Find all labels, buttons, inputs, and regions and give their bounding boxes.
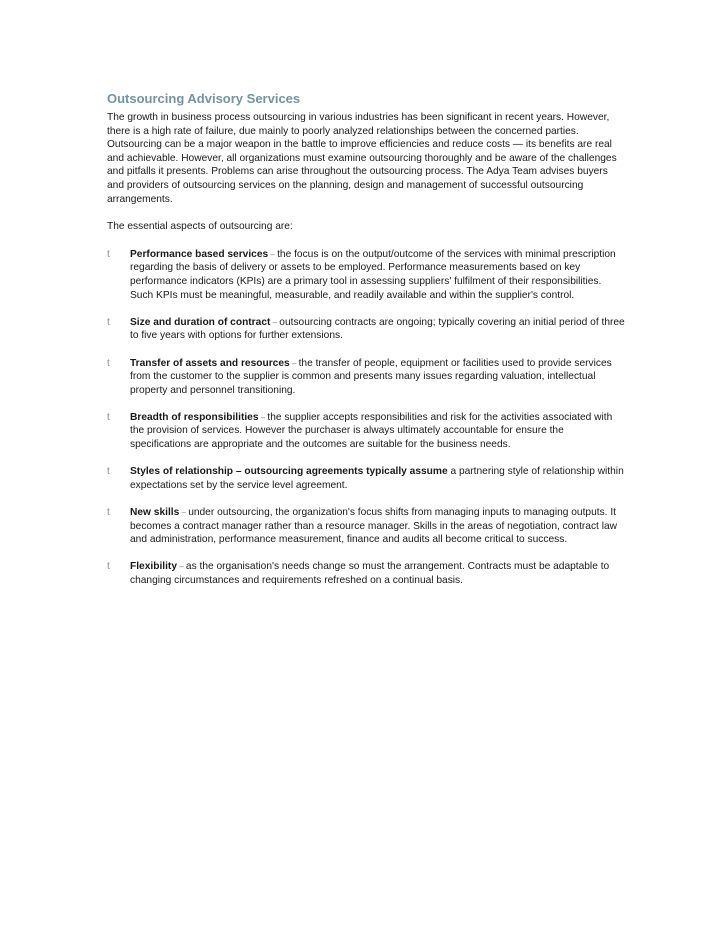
document-title: Outsourcing Advisory Services bbox=[107, 91, 301, 106]
item-term: Size and duration of contract bbox=[130, 316, 271, 328]
bullet-marker: t bbox=[107, 248, 110, 260]
item-text: under outsourcing, the organization's focus shifts from managing inputs to managing outputs. It becomes a contract manager rather than a resource manager. Skills in the areas of negotiation, contract law and administration, performance measurement, finance and audits all become critical to success. bbox=[130, 507, 617, 546]
bullet-marker: t bbox=[107, 357, 110, 369]
item-term: Flexibility bbox=[130, 561, 177, 573]
bullet-marker: t bbox=[107, 316, 110, 328]
bullet-marker: t bbox=[107, 466, 110, 478]
item-text: the supplier accepts responsibilities and risk for the activities associated with the provision of services. However the purchaser is always ultimately accountable for ensure the specifications are appropriate and the outcomes are suitable for the business needs. bbox=[130, 411, 613, 451]
item-text: a partnering style of relationship within expectations set by the service level agreement. bbox=[130, 466, 624, 491]
list-item bbox=[107, 411, 627, 452]
item-term: Styles of relationship – outsourcing agreements typically assume bbox=[130, 466, 448, 478]
list-item bbox=[107, 560, 627, 587]
item-term: Performance based services bbox=[130, 248, 269, 260]
document-page bbox=[107, 90, 627, 601]
item-separator: – bbox=[179, 508, 189, 518]
item-separator: – bbox=[258, 412, 268, 422]
item-text: the focus is on the output/outcome of the services with minimal prescription regarding the basis of delivery or assets to be employed. Performance measurements based on key performance indicators (KPIs) are a primary tool in assessing suppliers' fulfilment of their responsibilities. Such KPIs must be meaningful, measurable, and readily available and within the supplier's control. bbox=[130, 248, 616, 301]
list-item bbox=[107, 357, 627, 398]
bullet-marker: t bbox=[107, 507, 110, 519]
list-item bbox=[107, 248, 627, 302]
aspects-list bbox=[107, 248, 627, 588]
item-term: New skills bbox=[130, 507, 180, 519]
item-text: as the organisation's needs change so must the arrangement. Contracts must be adaptable to changing circumstances and requirements refreshed on a continual basis. bbox=[130, 561, 610, 586]
list-item bbox=[107, 506, 627, 547]
item-term: Breadth of responsibilities bbox=[130, 411, 259, 423]
item-text: the transfer of people, equipment or facilities used to provide services from the customer to the supplier is common and presents many issues regarding valuation, intellectual property and personnel transitioning. bbox=[130, 357, 612, 396]
intro-paragraph: The growth in business process outsourcing in various industries has been significant in recent years. However, there is a high rate of failure, due mainly to poorly analyzed relationships between the concerned parties. Outsourcing can be a major weapon in the battle to improve efficiencies and reduce costs — its benefits are real and achievable. However, all organizations must examine outsourcing thoroughly and be aware of the challenges and pitfalls it presents. Problems can arise throughout the outsourcing process. The Adya Team advises buyers and providers of outsourcing services on the planning, design and management of successful outsourcing arrangements. bbox=[107, 112, 617, 205]
item-separator: – bbox=[177, 562, 186, 572]
list-item bbox=[107, 465, 627, 492]
item-separator: – bbox=[268, 249, 278, 259]
item-term: Transfer of assets and resources bbox=[130, 357, 290, 369]
item-text: outsourcing contracts are ongoing; typically covering an initial period of three to five years with options for further extensions. bbox=[130, 316, 625, 342]
bullet-marker: t bbox=[107, 411, 110, 423]
item-separator: – bbox=[270, 317, 280, 327]
list-item bbox=[107, 316, 627, 343]
item-separator: – bbox=[289, 358, 299, 368]
lead-paragraph: The essential aspects of outsourcing are: bbox=[107, 221, 293, 233]
bullet-marker: t bbox=[107, 561, 110, 573]
